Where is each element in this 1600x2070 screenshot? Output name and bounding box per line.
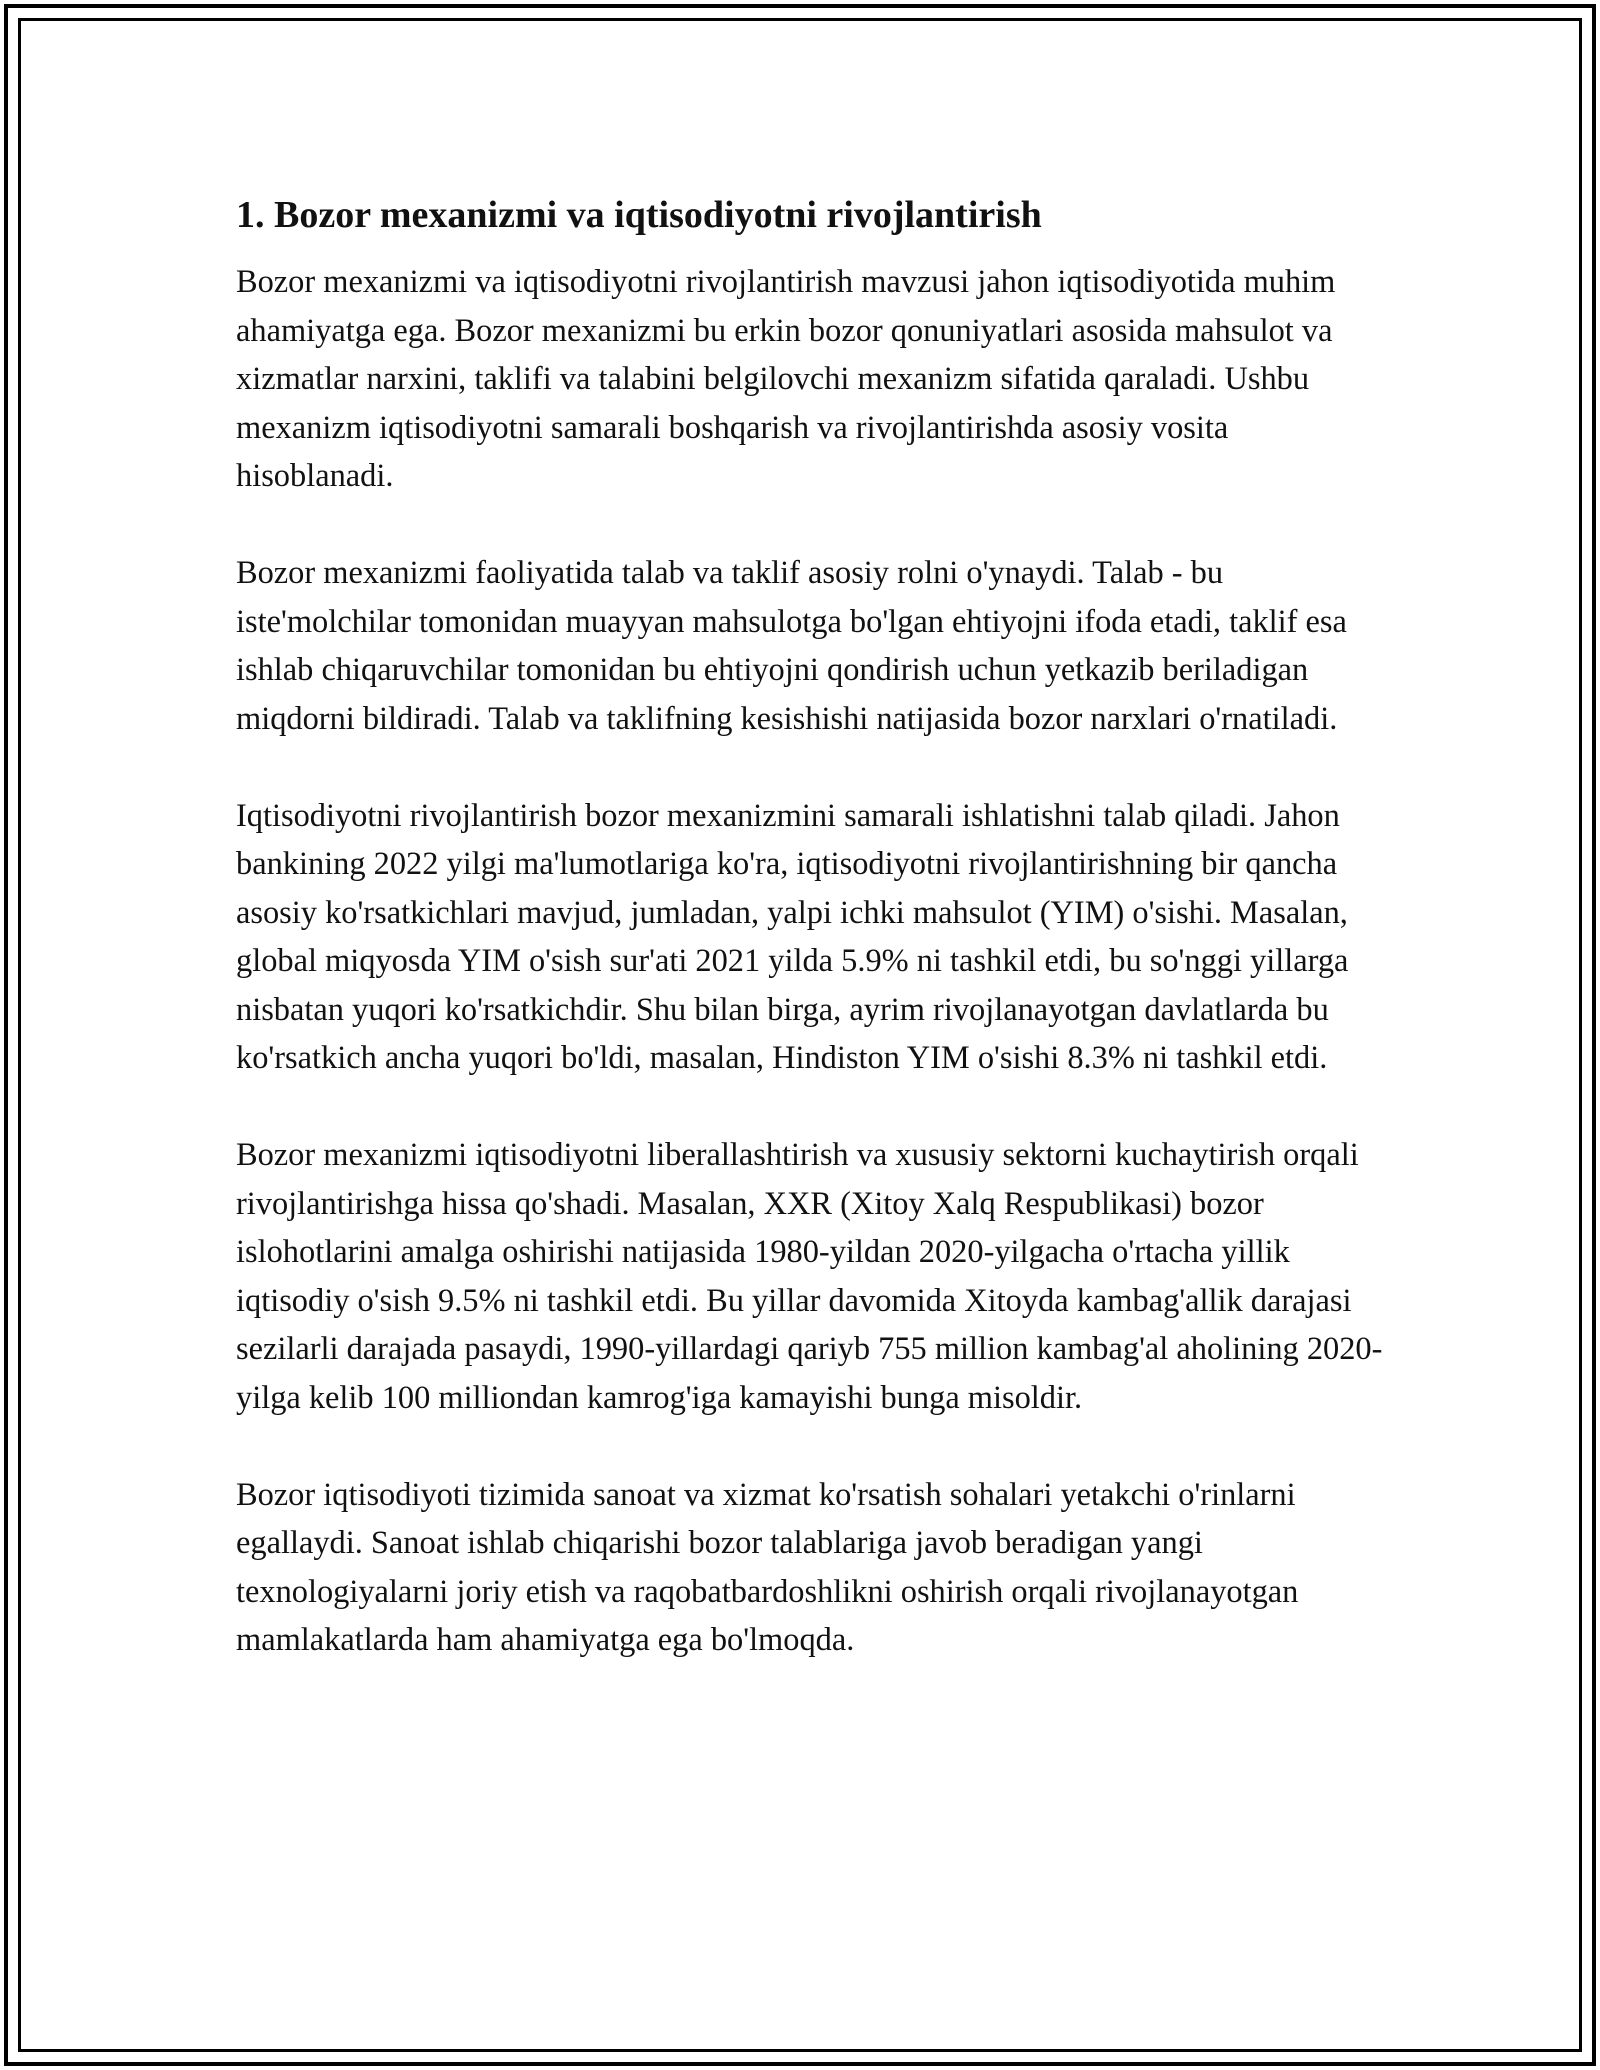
section-heading: 1. Bozor mexanizmi va iqtisodiyotni rivojlantirish <box>236 194 1042 236</box>
paragraph-5: Bozor iqtisodiyoti tizimida sanoat va xizmat ko'rsatish sohalari yetakchi o'rinlarni egallaydi. Sanoat ishlab chiqarishi bozor talablariga javob beradigan yangi texnologiyalarni joriy etish va raqobatbardoshlikni oshirish orqali rivojlanayotgan mamlakatlarda ham ahamiyatga ega bo'lmoqda. <box>236 1476 1299 1658</box>
paragraph-3: Iqtisodiyotni rivojlantirish bozor mexanizmini samarali ishlatishni talab qiladi. Jahon bankining 2022 yilgi ma'lumotlariga ko'ra, iqtisodiyotni rivojlantirishning bir qancha asosiy ko'rsatkichlari mavjud, jumladan, yalpi ichki mahsulot (YIM) o'sishi. Masalan, global miqyosda YIM o'sish sur'ati 2021 yilda 5.9% ni tashkil etdi, bu so'nggi yillarga nisbatan yuqori ko'rsatkichdir. Shu bilan birga, ayrim rivojlanayotgan davlatlarda bu ko'rsatkich ancha yuqori bo'ldi, masalan, Hindiston YIM o'sishi 8.3% ni tashkil etdi. <box>236 797 1349 1076</box>
paragraph-4: Bozor mexanizmi iqtisodiyotni liberallashtirish va xususiy sektorni kuchaytirish orqali rivojlantirishga hissa qo'shadi. Masalan, XXR (Xitoy Xalq Respublikasi) bozor islohotlarini amalga oshirishi natijasida 1980-yildan 2020-yilgacha o'rtacha yillik iqtisodiy o'sish 9.5% ni tashkil etdi. Bu yillar davomida Xitoyda kambag'allik darajasi sezilarli darajada pasaydi, 1990-yillardagi qariyb 755 million kambag'al aholining 2020-yilga kelib 100 milliondan kamrog'iga kamayishi bunga misoldir. <box>236 1137 1383 1416</box>
paragraph-2: Bozor mexanizmi faoliyatida talab va taklif asosiy rolni o'ynaydi. Talab - bu iste'molchilar tomonidan muayyan mahsulotga bo'lgan ehtiyojni ifoda etadi, taklif esa ishlab chiqaruvchilar tomonidan bu ehtiyojni qondirish uchun yetkazib beriladigan miqdorni bildiradi. Talab va taklifning kesishishi natijasida bozor narxlari o'rnatiladi. <box>236 555 1347 737</box>
document-body <box>236 192 1386 1713</box>
paragraph-1: Bozor mexanizmi va iqtisodiyotni rivojlantirish mavzusi jahon iqtisodiyotida muhim ahamiyatga ega. Bozor mexanizmi bu erkin bozor qonuniyatlari asosida mahsulot va xizmatlar narxini, taklifi va talabini belgilovchi mexanizm sifatida qaraladi. Ushbu mexanizm iqtisodiyotni samarali boshqarish va rivojlantirishda asosiy vosita hisoblanadi. <box>236 264 1336 494</box>
